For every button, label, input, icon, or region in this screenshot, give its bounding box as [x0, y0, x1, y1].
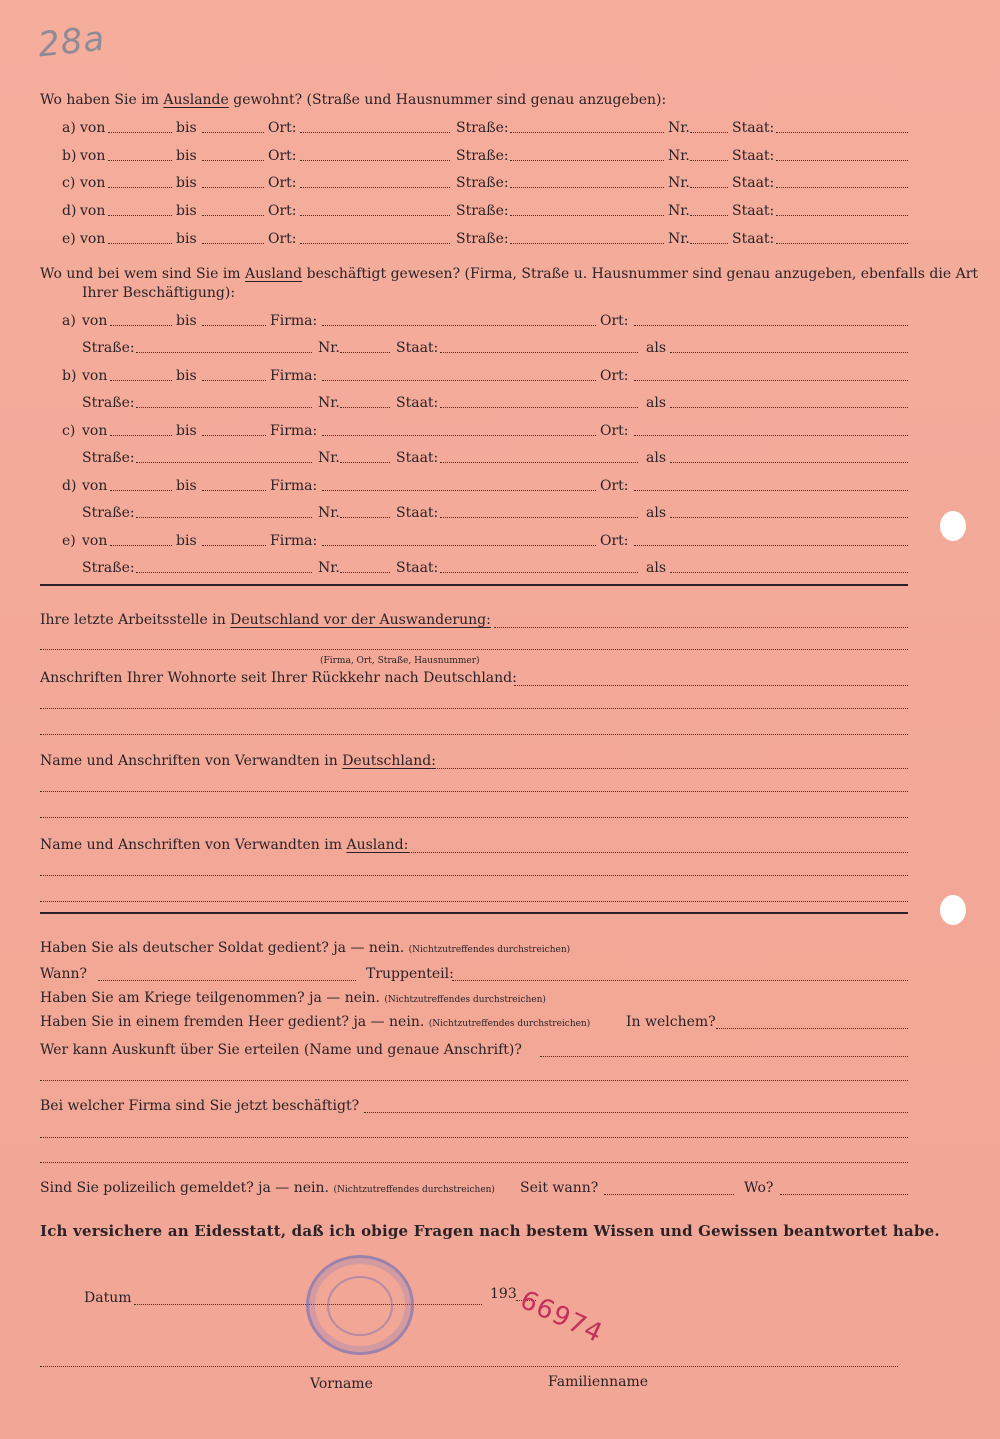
als-label: als — [646, 450, 667, 466]
addresses-since-return-label: Anschriften Ihrer Wohnorte seit Ihrer Rückkehr nach Deutschland: — [40, 670, 517, 686]
punch-hole — [940, 895, 966, 925]
nr-label: Nr. — [668, 148, 690, 164]
von-label: von — [82, 423, 108, 439]
firma-label: Firma: — [270, 478, 318, 494]
addresses-field-3[interactable] — [40, 734, 908, 735]
ort-label: Ort: — [600, 533, 629, 549]
bis-label: bis — [176, 148, 197, 164]
strasse-label: Straße: — [82, 450, 135, 466]
strasse-field[interactable] — [136, 517, 312, 518]
residence-row — [62, 118, 908, 136]
police-question: Sind Sie polizeilich gemeldet? ja — nein. (Nichtzutreffendes durchstreichen) — [40, 1180, 495, 1196]
first-name-label: Vorname — [310, 1376, 373, 1392]
official-stamp — [306, 1255, 414, 1355]
residence-row — [62, 146, 908, 164]
relatives-abroad-field-2[interactable] — [40, 875, 908, 876]
ort-label: Ort: — [268, 231, 297, 247]
strasse-field[interactable] — [510, 215, 664, 216]
employment-subrow — [82, 503, 908, 521]
strasse-label: Straße: — [82, 395, 135, 411]
ort-field[interactable] — [300, 187, 450, 188]
bis-field[interactable] — [202, 132, 264, 133]
staat-field[interactable] — [776, 132, 908, 133]
staat-label: Staat: — [396, 560, 439, 576]
bis-field[interactable] — [202, 435, 266, 436]
nr-label: Nr. — [318, 505, 340, 521]
punch-hole — [940, 511, 966, 541]
staat-field[interactable] — [776, 187, 908, 188]
bis-field[interactable] — [202, 160, 264, 161]
ort-field[interactable] — [300, 132, 450, 133]
nr-field[interactable] — [690, 132, 728, 133]
reference-field-2[interactable] — [40, 1080, 908, 1081]
nr-label: Nr. — [318, 395, 340, 411]
handwritten-page-number: 28a — [36, 18, 108, 66]
relatives-germany-label: Name und Anschriften von Verwandten in Deutschland: — [40, 753, 436, 769]
row-letter: b) — [62, 368, 77, 384]
relatives-abroad-field-3[interactable] — [40, 901, 908, 902]
bis-field[interactable] — [202, 215, 264, 216]
nr-label: Nr. — [318, 560, 340, 576]
staat-field[interactable] — [776, 160, 908, 161]
von-field[interactable] — [110, 545, 172, 546]
strasse-field[interactable] — [510, 160, 664, 161]
reference-question: Wer kann Auskunft über Sie erteilen (Name und genaue Anschrift)? — [40, 1042, 522, 1058]
staat-label: Staat: — [732, 231, 775, 247]
strasse-field[interactable] — [510, 187, 664, 188]
staat-label: Staat: — [396, 340, 439, 356]
ort-label: Ort: — [600, 368, 629, 384]
bis-field[interactable] — [202, 380, 266, 381]
von-label: von — [82, 478, 108, 494]
reference-field-1[interactable] — [540, 1056, 908, 1057]
bis-field[interactable] — [202, 243, 264, 244]
ort-field[interactable] — [300, 160, 450, 161]
strasse-field[interactable] — [136, 462, 312, 463]
von-field[interactable] — [108, 187, 172, 188]
residence-row — [62, 201, 908, 219]
row-letter: a) — [62, 313, 76, 329]
ort-field[interactable] — [634, 380, 908, 381]
date-label: Datum — [84, 1290, 132, 1306]
als-label: als — [646, 560, 667, 576]
strasse-field[interactable] — [136, 352, 312, 353]
current-firm-field-1[interactable] — [364, 1112, 908, 1113]
nr-field[interactable] — [690, 160, 728, 161]
als-label: als — [646, 505, 667, 521]
last-job-field-2[interactable] — [40, 649, 908, 650]
nr-field[interactable] — [340, 462, 390, 463]
where-label: Wo? — [744, 1180, 774, 1196]
ort-field[interactable] — [300, 243, 450, 244]
current-firm-field-2[interactable] — [40, 1137, 908, 1138]
staat-label: Staat: — [396, 505, 439, 521]
row-letter: d) — [62, 478, 77, 494]
nr-label: Nr. — [668, 120, 690, 136]
ort-label: Ort: — [268, 120, 297, 136]
row-letter: e) — [62, 533, 76, 549]
staat-label: Staat: — [732, 175, 775, 191]
bis-label: bis — [176, 231, 197, 247]
strasse-label: Straße: — [82, 340, 135, 356]
ort-label: Ort: — [268, 175, 297, 191]
staat-label: Staat: — [396, 450, 439, 466]
firma-field[interactable] — [322, 490, 596, 491]
als-label: als — [646, 395, 667, 411]
soldier-question: Haben Sie als deutscher Soldat gedient? ja — nein. (Nichtzutreffendes durchstreichen) — [40, 940, 571, 956]
employment-row — [62, 531, 908, 549]
relatives-abroad-label: Name und Anschriften von Verwandten im Ausland: — [40, 837, 409, 853]
employment-subrow — [82, 448, 908, 466]
employment-row — [62, 476, 908, 494]
firma-field[interactable] — [322, 325, 596, 326]
since-when-field[interactable] — [604, 1194, 734, 1195]
firma-field[interactable] — [322, 380, 596, 381]
von-label: von — [82, 533, 108, 549]
strasse-label: Straße: — [82, 560, 135, 576]
bis-field[interactable] — [202, 545, 266, 546]
bis-field[interactable] — [202, 325, 266, 326]
row-letter: b) — [62, 148, 77, 164]
addresses-field-2[interactable] — [40, 708, 908, 709]
since-when-label: Seit wann? — [520, 1180, 599, 1196]
staat-field[interactable] — [440, 517, 638, 518]
von-label: von — [82, 313, 108, 329]
firma-label: Firma: — [270, 313, 318, 329]
nr-field[interactable] — [690, 187, 728, 188]
ort-label: Ort: — [600, 313, 629, 329]
staat-field[interactable] — [440, 572, 638, 573]
von-field[interactable] — [110, 490, 172, 491]
ort-field[interactable] — [634, 545, 908, 546]
von-label: von — [80, 148, 106, 164]
strasse-label: Straße: — [456, 175, 509, 191]
von-label: von — [80, 120, 106, 136]
von-field[interactable] — [108, 160, 172, 161]
declaration-text: Ich versichere an Eidesstatt, daß ich obige Fragen nach bestem Wissen und Gewissen beantwortet habe. — [40, 1222, 940, 1240]
als-field[interactable] — [670, 572, 908, 573]
which-army-field[interactable] — [716, 1028, 908, 1029]
troop-unit-field[interactable] — [452, 980, 908, 981]
nr-label: Nr. — [668, 231, 690, 247]
troop-unit-label: Truppenteil: — [366, 966, 454, 982]
addresses-field-1[interactable] — [514, 685, 908, 686]
strasse-field[interactable] — [136, 407, 312, 408]
row-letter: d) — [62, 203, 77, 219]
als-field[interactable] — [670, 462, 908, 463]
current-firm-question: Bei welcher Firma sind Sie jetzt beschäftigt? — [40, 1098, 360, 1114]
year-prefix: 193 — [490, 1286, 517, 1302]
nr-field[interactable] — [340, 352, 390, 353]
von-field[interactable] — [108, 243, 172, 244]
nr-label: Nr. — [318, 340, 340, 356]
firma-label: Firma: — [270, 423, 318, 439]
von-field[interactable] — [110, 380, 172, 381]
current-firm-field-3[interactable] — [40, 1162, 908, 1163]
employment-subrow — [82, 338, 908, 356]
strasse-label: Straße: — [456, 231, 509, 247]
firma-label: Firma: — [270, 533, 318, 549]
ort-field[interactable] — [634, 435, 908, 436]
nr-field[interactable] — [340, 572, 390, 573]
staat-label: Staat: — [732, 148, 775, 164]
ort-label: Ort: — [600, 423, 629, 439]
last-name-label: Familienname — [548, 1374, 649, 1390]
als-field[interactable] — [670, 517, 908, 518]
foreign-army-question: Haben Sie in einem fremden Heer gedient? ja — nein. (Nichtzutreffendes durchstreichen) — [40, 1014, 591, 1030]
bis-label: bis — [176, 423, 197, 439]
als-label: als — [646, 340, 667, 356]
staat-label: Staat: — [396, 395, 439, 411]
firma-label: Firma: — [270, 368, 318, 384]
firma-field[interactable] — [322, 545, 596, 546]
staat-label: Staat: — [732, 120, 775, 136]
als-field[interactable] — [670, 352, 908, 353]
von-label: von — [82, 368, 108, 384]
which-army-label: In welchem? — [626, 1014, 716, 1030]
von-field[interactable] — [108, 132, 172, 133]
nr-label: Nr. — [318, 450, 340, 466]
bis-label: bis — [176, 533, 197, 549]
nr-label: Nr. — [668, 175, 690, 191]
von-field[interactable] — [108, 215, 172, 216]
row-letter: a) — [62, 120, 76, 136]
staat-field[interactable] — [440, 462, 638, 463]
employment-row — [62, 366, 908, 384]
strasse-field[interactable] — [510, 132, 664, 133]
staat-field[interactable] — [776, 243, 908, 244]
bis-field[interactable] — [202, 490, 266, 491]
relatives-germany-field-2[interactable] — [40, 791, 908, 792]
staat-field[interactable] — [440, 352, 638, 353]
employment-subrow — [82, 393, 908, 411]
abroad-employment-question: Wo und bei wem sind Sie im Ausland beschäftigt gewesen? (Firma, Straße u. Hausnummer sind genau anzugeben, ebenfalls die Art — [40, 266, 979, 282]
bis-label: bis — [176, 478, 197, 494]
ort-label: Ort: — [600, 478, 629, 494]
abroad-employment-question-line2: Ihrer Beschäftigung): — [82, 285, 236, 301]
von-field[interactable] — [110, 435, 172, 436]
last-job-label: Ihre letzte Arbeitsstelle in Deutschland vor der Auswanderung: — [40, 612, 491, 628]
ort-label: Ort: — [268, 148, 297, 164]
strasse-field[interactable] — [136, 572, 312, 573]
staat-field[interactable] — [440, 407, 638, 408]
wann-label: Wann? — [40, 966, 88, 982]
stamped-number: 66974 — [515, 1285, 608, 1350]
strasse-label: Straße: — [456, 120, 509, 136]
relatives-abroad-field-1[interactable] — [408, 852, 908, 853]
bis-label: bis — [176, 203, 197, 219]
employment-row — [62, 311, 908, 329]
von-label: von — [80, 231, 106, 247]
staat-field[interactable] — [776, 215, 908, 216]
where-field[interactable] — [780, 1194, 908, 1195]
von-label: von — [80, 203, 106, 219]
war-question: Haben Sie am Kriege teilgenommen? ja — nein. (Nichtzutreffendes durchstreichen) — [40, 990, 546, 1006]
abroad-residence-question: Wo haben Sie im Auslande gewohnt? (Straße und Hausnummer sind genau anzugeben): — [40, 92, 667, 108]
signature-field[interactable] — [40, 1366, 898, 1367]
nr-field[interactable] — [340, 407, 390, 408]
bis-label: bis — [176, 175, 197, 191]
residence-row — [62, 173, 908, 191]
relatives-germany-field-3[interactable] — [40, 817, 908, 818]
row-letter: e) — [62, 231, 76, 247]
staat-label: Staat: — [732, 203, 775, 219]
nr-field[interactable] — [340, 517, 390, 518]
strasse-label: Straße: — [456, 148, 509, 164]
ort-field[interactable] — [300, 215, 450, 216]
wann-field[interactable] — [98, 980, 356, 981]
row-letter: c) — [62, 423, 76, 439]
employment-subrow — [82, 558, 908, 576]
residence-row — [62, 229, 908, 247]
ort-label: Ort: — [268, 203, 297, 219]
von-label: von — [80, 175, 106, 191]
strasse-label: Straße: — [456, 203, 509, 219]
strasse-label: Straße: — [82, 505, 135, 521]
als-field[interactable] — [670, 407, 908, 408]
employment-row — [62, 421, 908, 439]
nr-field[interactable] — [690, 243, 728, 244]
von-field[interactable] — [110, 325, 172, 326]
nr-field[interactable] — [690, 215, 728, 216]
last-job-note: (Firma, Ort, Straße, Hausnummer) — [320, 656, 480, 666]
section-divider-2 — [40, 912, 908, 914]
bis-label: bis — [176, 368, 197, 384]
nr-label: Nr. — [668, 203, 690, 219]
firma-field[interactable] — [322, 435, 596, 436]
bis-label: bis — [176, 313, 197, 329]
row-letter: c) — [62, 175, 76, 191]
ort-field[interactable] — [634, 325, 908, 326]
strasse-field[interactable] — [510, 243, 664, 244]
section-divider — [40, 584, 908, 586]
bis-field[interactable] — [202, 187, 264, 188]
last-job-field[interactable] — [494, 627, 908, 628]
ort-field[interactable] — [634, 490, 908, 491]
bis-label: bis — [176, 120, 197, 136]
relatives-germany-field-1[interactable] — [430, 768, 908, 769]
